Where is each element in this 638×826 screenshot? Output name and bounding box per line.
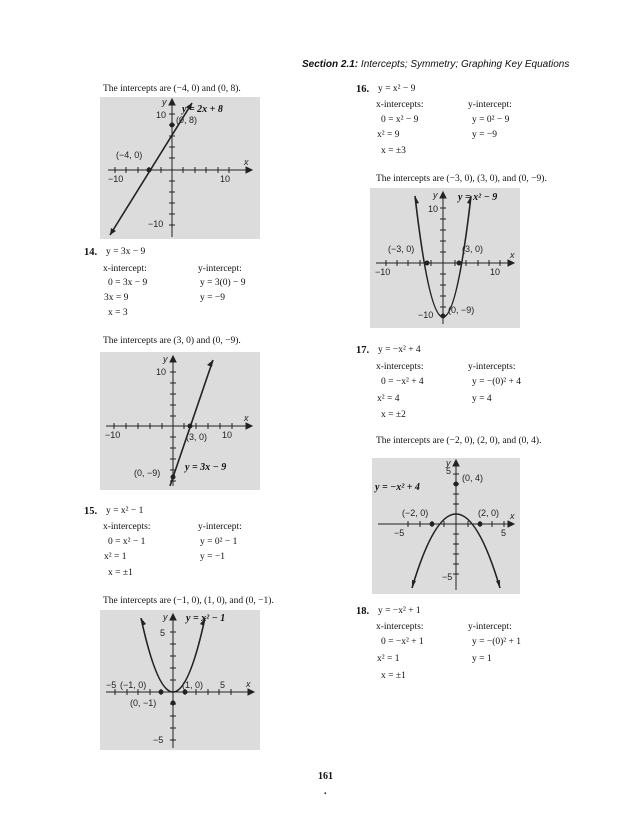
p16-intercepts: The intercepts are (−3, 0), (3, 0), and (0, −9). xyxy=(376,174,547,184)
p14-intercepts: The intercepts are (3, 0) and (0, −9). xyxy=(103,336,241,346)
p16-axis-x: x xyxy=(510,250,515,260)
p14-label-yint: (0, −9) xyxy=(134,468,161,478)
p16-graph xyxy=(370,188,520,328)
p16-label-yint: (0, −9) xyxy=(448,305,475,315)
p15-y-step2: y = −1 xyxy=(200,552,225,562)
p13-tick-ypos: 10 xyxy=(156,110,167,120)
p15-number: 15. xyxy=(84,506,98,517)
p13-intercepts: The intercepts are (−4, 0) and (0, 8). xyxy=(103,84,241,94)
p15-label-right: (1, 0) xyxy=(182,680,204,690)
p17-x-step3: x = ±2 xyxy=(381,410,406,420)
p15-intercepts: The intercepts are (−1, 0), (1, 0), and (0, −1). xyxy=(103,596,274,606)
section-title: Intercepts; Symmetry; Graphing Key Equations xyxy=(360,59,570,70)
p15-axis-y: y xyxy=(163,612,168,622)
p17-y-heading: y-intercepts: xyxy=(468,362,516,372)
p15-x-step3: x = ±1 xyxy=(108,568,133,578)
p16-equation: y = x² − 9 xyxy=(378,84,416,94)
p15-point-right xyxy=(183,690,188,695)
p17-tick-yneg: −5 xyxy=(442,572,453,582)
p16-eqn-label: y = x² − 9 xyxy=(458,192,498,203)
p17-intercepts: The intercepts are (−2, 0), (2, 0), and (0, 4). xyxy=(376,436,542,446)
p16-tick-xneg: −10 xyxy=(375,267,391,277)
p18-number: 18. xyxy=(356,606,370,617)
p13-tick-xneg: −10 xyxy=(108,174,124,184)
p14-x-step1: 0 = 3x − 9 xyxy=(108,278,148,288)
p13-label-xint: (−4, 0) xyxy=(116,150,143,160)
p13-tick-xpos: 10 xyxy=(220,174,231,184)
p16-axis-y: y xyxy=(433,190,438,200)
p16-point-right xyxy=(457,261,462,266)
p18-x-step2: x² = 1 xyxy=(377,654,400,664)
p15-y-heading: y-intercept: xyxy=(198,522,242,532)
p14-label-xint: (3, 0) xyxy=(186,432,208,442)
p17-point-right xyxy=(478,522,483,527)
p14-point-xint xyxy=(188,424,193,429)
p15-point-left xyxy=(159,690,164,695)
p17-tick-xneg: −5 xyxy=(394,528,405,538)
p14-graph xyxy=(100,352,260,490)
p16-tick-xpos: 10 xyxy=(490,267,501,277)
page-number: 161 xyxy=(318,771,333,782)
p17-x-step1: 0 = −x² + 4 xyxy=(381,377,424,387)
p15-graph xyxy=(100,610,260,750)
p14-y-step2: y = −9 xyxy=(200,293,225,303)
p18-y-step2: y = 1 xyxy=(472,654,492,664)
p15-tick-xneg: −5 xyxy=(106,680,117,690)
p14-tick-xpos: 10 xyxy=(222,430,233,440)
p14-axis-x: x xyxy=(244,413,249,423)
p16-tick-yneg: −10 xyxy=(418,310,434,320)
p17-tick-xpos: 5 xyxy=(501,528,507,538)
p13-axis-x: x xyxy=(244,157,249,167)
p18-equation: y = −x² + 1 xyxy=(378,606,421,616)
p15-label-left: (−1, 0) xyxy=(120,680,147,690)
p15-y-step1: y = 0² − 1 xyxy=(200,537,238,547)
p16-point-yint xyxy=(441,314,446,319)
p18-y-heading: y-intercept: xyxy=(468,622,512,632)
p15-point-yint xyxy=(171,701,176,706)
p16-x-step1: 0 = x² − 9 xyxy=(381,115,419,125)
p15-x-step1: 0 = x² − 1 xyxy=(108,537,146,547)
p17-axis-y: y xyxy=(446,458,451,468)
p15-tick-ypos: 5 xyxy=(160,628,166,638)
p16-tick-ypos: 10 xyxy=(428,204,439,214)
page-header xyxy=(302,59,569,70)
p14-point-yint xyxy=(171,475,176,480)
p16-x-step2: x² = 9 xyxy=(377,130,400,140)
p14-eqn-label: y = 3x − 9 xyxy=(185,462,227,473)
p13-graph xyxy=(100,97,260,239)
p17-x-heading: x-intercepts: xyxy=(376,362,424,372)
p17-graph xyxy=(372,458,520,594)
p17-label-right: (2, 0) xyxy=(478,508,500,518)
p17-equation: y = −x² + 4 xyxy=(378,345,421,355)
section-number: Section 2.1: xyxy=(302,59,359,70)
p18-y-step1: y = −(0)² + 1 xyxy=(472,637,521,647)
p17-label-vertex: (0, 4) xyxy=(462,473,484,483)
p14-x-step2: 3x = 9 xyxy=(104,293,129,303)
p17-point-vertex xyxy=(454,482,459,487)
p13-axis-y: y xyxy=(162,97,167,107)
p16-x-heading: x-intercepts: xyxy=(376,100,424,110)
p16-label-right: (3, 0) xyxy=(462,244,484,254)
p17-y-step1: y = −(0)² + 4 xyxy=(472,377,521,387)
p15-tick-xpos: 5 xyxy=(220,680,226,690)
p16-point-left xyxy=(425,261,430,266)
p14-number: 14. xyxy=(84,247,98,258)
p14-y-heading: y-intercept: xyxy=(198,264,242,274)
p16-x-step3: x = ±3 xyxy=(381,146,406,156)
p18-x-heading: x-intercepts: xyxy=(376,622,424,632)
p15-equation: y = x² − 1 xyxy=(106,506,144,516)
p18-x-step1: 0 = −x² + 1 xyxy=(381,637,424,647)
p17-axis-x: x xyxy=(510,511,515,521)
p17-label-left: (−2, 0) xyxy=(402,508,429,518)
p17-number: 17. xyxy=(356,345,370,356)
footer-dot: . xyxy=(324,786,327,797)
p14-equation: y = 3x − 9 xyxy=(106,247,146,257)
p14-x-step3: x = 3 xyxy=(108,308,128,318)
p13-tick-yneg: −10 xyxy=(148,219,164,229)
p15-x-step2: x² = 1 xyxy=(104,552,127,562)
p17-x-step2: x² = 4 xyxy=(377,394,400,404)
p17-eqn-label: y = −x² + 4 xyxy=(375,482,420,493)
p13-point-yint xyxy=(170,123,175,128)
p15-axis-x: x xyxy=(246,679,251,689)
p16-y-step2: y = −9 xyxy=(472,130,497,140)
p13-equation: y = 2x + 8 xyxy=(182,104,223,115)
p13-point-xint xyxy=(147,168,152,173)
p14-tick-ypos: 10 xyxy=(156,367,167,377)
p16-y-step1: y = 0² − 9 xyxy=(472,115,510,125)
p17-tick-ypos: 5 xyxy=(446,466,452,476)
p14-x-heading: x-intercept: xyxy=(103,264,147,274)
p18-x-step3: x = ±1 xyxy=(381,671,406,681)
p16-label-left: (−3, 0) xyxy=(388,244,415,254)
p17-y-step2: y = 4 xyxy=(472,394,492,404)
p17-point-left xyxy=(430,522,435,527)
p13-label-yint: (0, 8) xyxy=(176,115,198,125)
p14-y-step1: y = 3(0) − 9 xyxy=(200,278,246,288)
p14-tick-xneg: −10 xyxy=(105,430,121,440)
p14-axis-y: y xyxy=(163,354,168,364)
p16-y-heading: y-intercept: xyxy=(468,100,512,110)
p16-number: 16. xyxy=(356,84,370,95)
p15-eqn-label: y = x² − 1 xyxy=(186,613,226,624)
p15-tick-yneg: −5 xyxy=(153,735,164,745)
p15-label-yint: (0, −1) xyxy=(130,698,157,708)
p15-x-heading: x-intercepts: xyxy=(103,522,151,532)
